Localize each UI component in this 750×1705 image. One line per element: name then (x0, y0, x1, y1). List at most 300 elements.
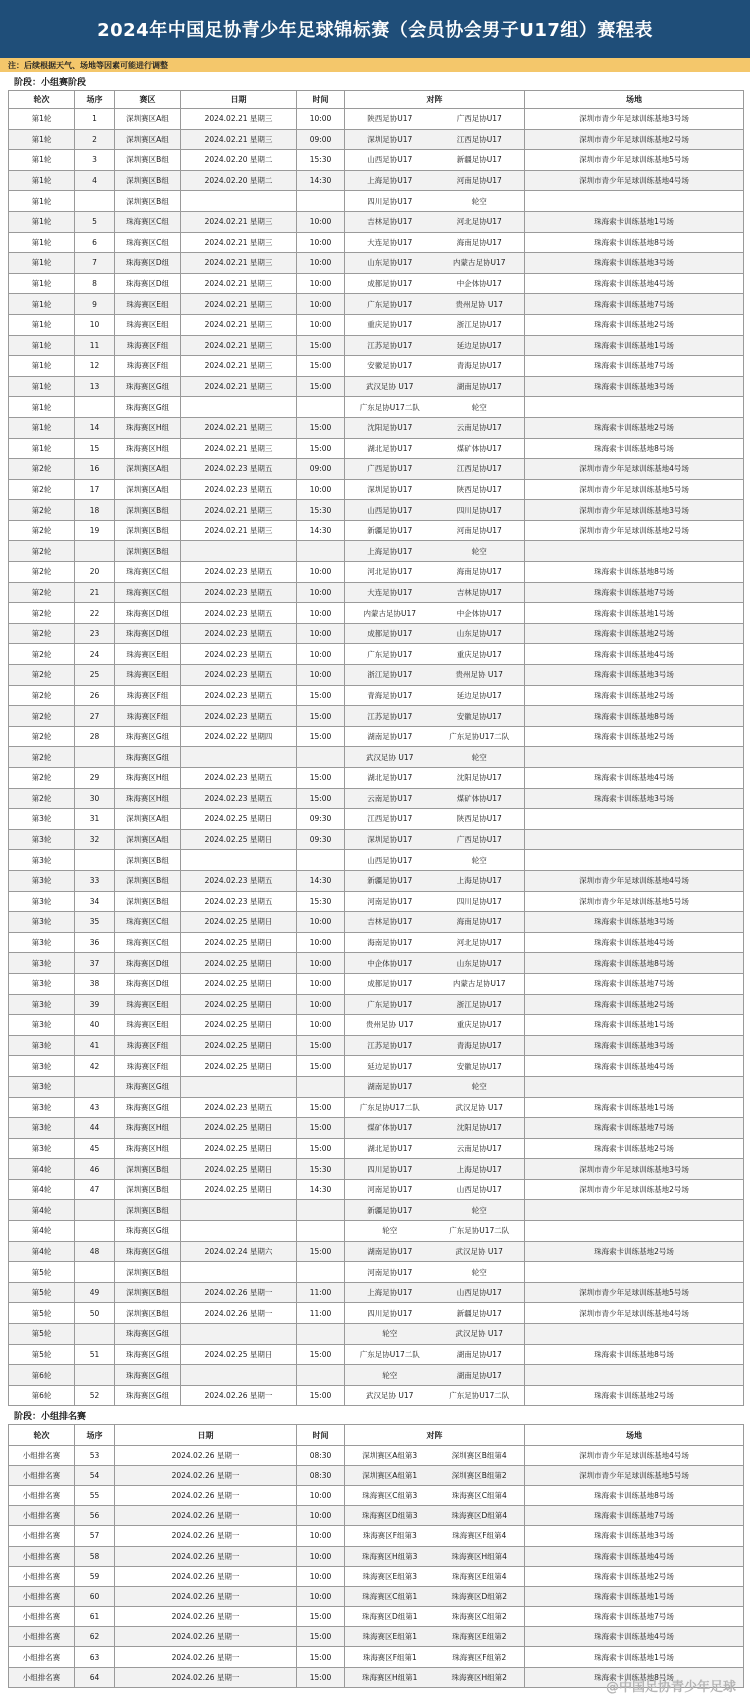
cell-date: 2024.02.21 星期三 (181, 273, 297, 294)
team-home: 江苏足协U17 (367, 711, 413, 721)
cell-time: 15:30 (297, 1159, 345, 1180)
team-home: 湖北足协U17 (367, 1143, 413, 1153)
cell-round: 第2轮 (9, 685, 75, 706)
cell-matchup (345, 1262, 525, 1283)
cell-time: 15:30 (297, 891, 345, 912)
cell-matchup (345, 1241, 525, 1262)
cell-venue: 珠海索卡训练基地4号场 (525, 768, 744, 789)
cell-match-no (75, 747, 115, 768)
cell-match-no: 3 (75, 150, 115, 171)
cell-date: 2024.02.20 星期二 (181, 170, 297, 191)
cell-time: 11:00 (297, 1282, 345, 1303)
table-row (9, 170, 744, 191)
team-home: 内蒙古足协U17 (363, 608, 417, 618)
table-row (9, 623, 744, 644)
cell-venue: 珠海索卡训练基地8号场 (525, 1344, 744, 1365)
cell-round: 第4轮 (9, 1159, 75, 1180)
cell-time (297, 747, 345, 768)
team-away: 轮空 (471, 546, 487, 556)
cell-matchup (345, 376, 525, 397)
cell-time: 10:00 (297, 232, 345, 253)
col-header-round: 轮次 (9, 91, 75, 109)
cell-matchup (345, 129, 525, 150)
cell-matchup (345, 912, 525, 933)
team-home: 珠海赛区H组第1 (362, 1672, 418, 1682)
cell-venue (525, 1200, 744, 1221)
cell-division: 珠海赛区G组 (115, 747, 181, 768)
cell-date (181, 1365, 297, 1386)
cell-venue: 珠海索卡训练基地8号场 (525, 1667, 744, 1687)
cell-time (297, 541, 345, 562)
cell-round: 第2轮 (9, 479, 75, 500)
table-row (9, 994, 744, 1015)
table-row (9, 1056, 744, 1077)
cell-round: 小组排名赛 (9, 1506, 75, 1526)
cell-venue: 珠海索卡训练基地2号场 (525, 1385, 744, 1406)
col-header-venue: 场地 (525, 1425, 744, 1445)
group-stage-body (9, 109, 744, 1406)
cell-division: 深圳赛区A组 (115, 109, 181, 130)
cell-match-no (75, 1262, 115, 1283)
cell-matchup (345, 562, 525, 583)
team-away: 广西足协U17 (456, 835, 502, 845)
table-row (9, 109, 744, 130)
cell-round: 小组排名赛 (9, 1667, 75, 1687)
cell-matchup (345, 1179, 525, 1200)
cell-match-no: 52 (75, 1385, 115, 1406)
cell-division: 珠海赛区H组 (115, 1138, 181, 1159)
cell-venue: 珠海索卡训练基地1号场 (525, 211, 744, 232)
team-home: 陕西足协U17 (367, 114, 413, 124)
cell-match-no: 10 (75, 314, 115, 335)
cell-time: 15:00 (297, 726, 345, 747)
cell-venue: 珠海索卡训练基地1号场 (525, 1647, 744, 1667)
table-row (9, 1607, 744, 1627)
cell-venue: 深圳市青少年足球训练基地2号场 (525, 1179, 744, 1200)
table-row (9, 1035, 744, 1056)
team-home: 吉林足协U17 (367, 217, 413, 227)
table-row (9, 1200, 744, 1221)
cell-matchup (345, 191, 525, 212)
cell-date: 2024.02.23 星期五 (181, 665, 297, 686)
team-home: 上海足协U17 (367, 1288, 413, 1298)
cell-round: 第2轮 (9, 562, 75, 583)
cell-date (181, 1262, 297, 1283)
team-away: 湖南足协U17 (456, 382, 502, 392)
team-home: 延边足协U17 (367, 1061, 413, 1071)
cell-venue: 珠海索卡训练基地2号场 (525, 994, 744, 1015)
cell-match-no: 61 (75, 1607, 115, 1627)
cell-date: 2024.02.26 星期一 (115, 1586, 297, 1606)
team-home: 四川足协U17 (367, 1164, 413, 1174)
team-away: 轮空 (471, 855, 487, 865)
table-row (9, 335, 744, 356)
team-home: 河南足协U17 (367, 1267, 413, 1277)
cell-match-no: 19 (75, 520, 115, 541)
cell-matchup (345, 520, 525, 541)
page-title: 2024年中国足协青少年足球锦标赛（会员协会男子U17组）赛程表 (0, 0, 750, 58)
table-row (9, 150, 744, 171)
team-home: 广东足协U17二队 (359, 402, 420, 412)
team-home: 煤矿体协U17 (367, 1123, 413, 1133)
team-home: 安徽足协U17 (367, 361, 413, 371)
cell-time: 10:00 (297, 1526, 345, 1546)
team-home: 湖南足协U17 (367, 732, 413, 742)
cell-matchup (345, 1607, 525, 1627)
cell-matchup (345, 294, 525, 315)
team-home: 四川足协U17 (367, 196, 413, 206)
cell-match-no: 62 (75, 1627, 115, 1647)
table-row (9, 356, 744, 377)
table-row (9, 500, 744, 521)
cell-match-no (75, 397, 115, 418)
cell-matchup (345, 541, 525, 562)
cell-match-no: 30 (75, 788, 115, 809)
cell-round: 小组排名赛 (9, 1546, 75, 1566)
cell-round: 小组排名赛 (9, 1465, 75, 1485)
cell-match-no: 27 (75, 706, 115, 727)
cell-round: 第2轮 (9, 500, 75, 521)
cell-time: 10:00 (297, 973, 345, 994)
stage-ranking-label: 阶段：小组排名赛 (14, 1411, 87, 1422)
cell-round: 第3轮 (9, 1118, 75, 1139)
cell-matchup (345, 1586, 525, 1606)
table-row (9, 1546, 744, 1566)
cell-match-no: 7 (75, 253, 115, 274)
cell-match-no: 4 (75, 170, 115, 191)
team-home: 深圳足协U17 (367, 484, 413, 494)
team-away: 武汉足协 U17 (455, 1102, 503, 1112)
team-away: 安徽足协U17 (456, 1061, 502, 1071)
cell-date: 2024.02.21 星期三 (181, 314, 297, 335)
cell-time (297, 1262, 345, 1283)
cell-venue: 珠海索卡训练基地7号场 (525, 1607, 744, 1627)
cell-match-no: 5 (75, 211, 115, 232)
cell-round: 第2轮 (9, 623, 75, 644)
cell-venue: 珠海索卡训练基地2号场 (525, 726, 744, 747)
cell-division: 珠海赛区E组 (115, 644, 181, 665)
cell-division: 深圳赛区A组 (115, 479, 181, 500)
table-row (9, 1647, 744, 1667)
cell-matchup (345, 809, 525, 830)
cell-venue: 深圳市青少年足球训练基地3号场 (525, 109, 744, 130)
cell-round: 第1轮 (9, 356, 75, 377)
cell-time (297, 1365, 345, 1386)
cell-division: 深圳赛区B组 (115, 1200, 181, 1221)
cell-round: 第3轮 (9, 912, 75, 933)
team-home: 珠海赛区C组第3 (362, 1491, 418, 1501)
team-away: 四川足协U17 (456, 896, 502, 906)
team-home: 轮空 (382, 1370, 398, 1380)
table-row (9, 1097, 744, 1118)
cell-venue: 珠海索卡训练基地3号场 (525, 376, 744, 397)
cell-match-no: 48 (75, 1241, 115, 1262)
cell-match-no: 43 (75, 1097, 115, 1118)
team-home: 上海足协U17 (367, 176, 413, 186)
cell-match-no (75, 541, 115, 562)
table-row (9, 1324, 744, 1345)
cell-round: 第4轮 (9, 1221, 75, 1242)
cell-venue: 深圳市青少年足球训练基地5号场 (525, 891, 744, 912)
cell-round: 第2轮 (9, 459, 75, 480)
cell-date: 2024.02.25 星期日 (181, 1056, 297, 1077)
cell-matchup (345, 232, 525, 253)
col-header-round: 轮次 (9, 1425, 75, 1445)
cell-date: 2024.02.26 星期一 (115, 1667, 297, 1687)
cell-venue (525, 541, 744, 562)
cell-division: 珠海赛区H组 (115, 438, 181, 459)
cell-date: 2024.02.25 星期日 (181, 1118, 297, 1139)
team-home: 四川足协U17 (367, 1308, 413, 1318)
cell-round: 第5轮 (9, 1262, 75, 1283)
cell-division: 珠海赛区G组 (115, 1097, 181, 1118)
team-away: 青海足协U17 (456, 1041, 502, 1051)
cell-match-no: 6 (75, 232, 115, 253)
cell-match-no: 32 (75, 829, 115, 850)
cell-time: 15:00 (297, 417, 345, 438)
cell-time: 09:00 (297, 459, 345, 480)
cell-venue: 珠海索卡训练基地3号场 (525, 912, 744, 933)
cell-date (181, 850, 297, 871)
cell-division: 珠海赛区E组 (115, 294, 181, 315)
team-away: 新疆足协U17 (456, 1308, 502, 1318)
cell-time: 10:00 (297, 253, 345, 274)
cell-match-no: 46 (75, 1159, 115, 1180)
table-row (9, 1445, 744, 1465)
cell-matchup (345, 1015, 525, 1036)
cell-round: 第3轮 (9, 850, 75, 871)
team-home: 上海足协U17 (367, 546, 413, 556)
cell-matchup (345, 1138, 525, 1159)
cell-time: 10:00 (297, 665, 345, 686)
cell-venue: 珠海索卡训练基地1号场 (525, 1015, 744, 1036)
cell-round: 第1轮 (9, 335, 75, 356)
cell-match-no: 2 (75, 129, 115, 150)
cell-time: 10:00 (297, 314, 345, 335)
team-home: 深圳足协U17 (367, 134, 413, 144)
team-away: 河南足协U17 (456, 526, 502, 536)
cell-matchup (345, 356, 525, 377)
cell-venue: 珠海索卡训练基地3号场 (525, 665, 744, 686)
col-header-match-no: 场序 (75, 1425, 115, 1445)
group-stage-header-row (9, 91, 744, 109)
cell-match-no: 54 (75, 1465, 115, 1485)
cell-match-no: 35 (75, 912, 115, 933)
cell-venue: 珠海索卡训练基地7号场 (525, 1506, 744, 1526)
cell-date: 2024.02.21 星期三 (181, 109, 297, 130)
cell-time: 15:00 (297, 376, 345, 397)
table-row (9, 1627, 744, 1647)
cell-venue: 珠海索卡训练基地7号场 (525, 356, 744, 377)
cell-matchup (345, 726, 525, 747)
table-row (9, 1282, 744, 1303)
cell-division: 深圳赛区B组 (115, 850, 181, 871)
cell-time: 15:00 (297, 768, 345, 789)
team-away: 轮空 (471, 1205, 487, 1215)
cell-matchup (345, 1647, 525, 1667)
cell-matchup (345, 891, 525, 912)
cell-match-no: 40 (75, 1015, 115, 1036)
cell-venue: 珠海索卡训练基地2号场 (525, 1138, 744, 1159)
cell-matchup (345, 953, 525, 974)
cell-division: 珠海赛区G组 (115, 1241, 181, 1262)
cell-time (297, 397, 345, 418)
cell-time: 10:00 (297, 603, 345, 624)
cell-venue: 珠海索卡训练基地1号场 (525, 1586, 744, 1606)
team-away: 珠海赛区E组第2 (451, 1632, 507, 1642)
cell-round: 小组排名赛 (9, 1607, 75, 1627)
cell-match-no: 42 (75, 1056, 115, 1077)
table-row (9, 1344, 744, 1365)
cell-division: 珠海赛区E组 (115, 994, 181, 1015)
cell-division: 珠海赛区D组 (115, 953, 181, 974)
table-row (9, 932, 744, 953)
cell-round: 第1轮 (9, 232, 75, 253)
cell-division: 珠海赛区G组 (115, 726, 181, 747)
table-row (9, 438, 744, 459)
cell-date: 2024.02.21 星期三 (181, 129, 297, 150)
cell-venue: 深圳市青少年足球训练基地5号场 (525, 479, 744, 500)
group-stage-table (8, 90, 744, 1406)
cell-division: 珠海赛区F组 (115, 685, 181, 706)
team-away: 轮空 (471, 1267, 487, 1277)
cell-matchup (345, 150, 525, 171)
team-away: 浙江足协U17 (456, 999, 502, 1009)
cell-match-no: 49 (75, 1282, 115, 1303)
cell-time: 10:00 (297, 294, 345, 315)
cell-round: 第3轮 (9, 1015, 75, 1036)
cell-date: 2024.02.23 星期五 (181, 1097, 297, 1118)
cell-match-no: 31 (75, 809, 115, 830)
cell-matchup (345, 644, 525, 665)
cell-division: 深圳赛区A组 (115, 829, 181, 850)
note-banner: 注：后续根据天气、场地等因素可能进行调整 (0, 58, 750, 72)
cell-time (297, 1221, 345, 1242)
team-home: 深圳足协U17 (367, 835, 413, 845)
cell-round: 第2轮 (9, 706, 75, 727)
table-row (9, 211, 744, 232)
cell-time: 10:00 (297, 582, 345, 603)
cell-round: 第2轮 (9, 520, 75, 541)
team-away: 广东足协U17二队 (449, 1226, 510, 1236)
team-away: 珠海赛区F组第2 (452, 1652, 507, 1662)
cell-time: 10:00 (297, 211, 345, 232)
team-home: 山西足协U17 (367, 855, 413, 865)
cell-matchup (345, 1035, 525, 1056)
table-row (9, 294, 744, 315)
cell-match-no: 28 (75, 726, 115, 747)
cell-venue (525, 1076, 744, 1097)
cell-round: 第2轮 (9, 665, 75, 686)
cell-matchup (345, 479, 525, 500)
cell-division: 珠海赛区G组 (115, 1385, 181, 1406)
cell-date: 2024.02.25 星期日 (181, 809, 297, 830)
cell-venue: 珠海索卡训练基地2号场 (525, 314, 744, 335)
cell-match-no: 8 (75, 273, 115, 294)
cell-match-no: 13 (75, 376, 115, 397)
cell-matchup (345, 1344, 525, 1365)
cell-venue: 珠海索卡训练基地1号场 (525, 603, 744, 624)
team-home: 珠海赛区D组第1 (361, 1612, 418, 1622)
table-row (9, 850, 744, 871)
cell-match-no: 50 (75, 1303, 115, 1324)
cell-venue: 珠海索卡训练基地8号场 (525, 438, 744, 459)
cell-round: 第3轮 (9, 1138, 75, 1159)
cell-time: 15:00 (297, 1627, 345, 1647)
cell-matchup (345, 850, 525, 871)
table-row (9, 459, 744, 480)
cell-round: 第2轮 (9, 541, 75, 562)
cell-round: 第3轮 (9, 932, 75, 953)
table-row (9, 726, 744, 747)
cell-match-no: 57 (75, 1526, 115, 1546)
cell-round: 第4轮 (9, 1241, 75, 1262)
cell-round: 第2轮 (9, 582, 75, 603)
cell-venue: 珠海索卡训练基地3号场 (525, 253, 744, 274)
cell-division: 珠海赛区D组 (115, 603, 181, 624)
team-home: 珠海赛区D组第3 (361, 1511, 418, 1521)
team-away: 海南足协U17 (456, 917, 502, 927)
table-row (9, 870, 744, 891)
cell-time: 15:00 (297, 1056, 345, 1077)
cell-date: 2024.02.21 星期三 (181, 520, 297, 541)
team-home: 珠海赛区H组第3 (362, 1551, 418, 1561)
cell-date: 2024.02.26 星期一 (115, 1526, 297, 1546)
cell-match-no (75, 850, 115, 871)
cell-date: 2024.02.25 星期日 (181, 912, 297, 933)
cell-round: 第4轮 (9, 1179, 75, 1200)
cell-time: 15:30 (297, 150, 345, 171)
cell-venue (525, 747, 744, 768)
team-away: 珠海赛区C组第4 (451, 1491, 507, 1501)
cell-time: 15:00 (297, 356, 345, 377)
cell-date (181, 191, 297, 212)
cell-date: 2024.02.26 星期一 (181, 1385, 297, 1406)
team-home: 新疆足协U17 (367, 876, 413, 886)
col-header-date: 日期 (181, 91, 297, 109)
cell-division: 深圳赛区B组 (115, 520, 181, 541)
cell-matchup (345, 1200, 525, 1221)
cell-division: 珠海赛区F组 (115, 1056, 181, 1077)
cell-round: 第2轮 (9, 788, 75, 809)
cell-round: 第1轮 (9, 438, 75, 459)
team-home: 海南足协U17 (367, 938, 413, 948)
table-row (9, 603, 744, 624)
cell-matchup (345, 1627, 525, 1647)
cell-match-no: 63 (75, 1647, 115, 1667)
cell-round: 第1轮 (9, 129, 75, 150)
cell-matchup (345, 768, 525, 789)
cell-time: 09:00 (297, 129, 345, 150)
cell-round: 小组排名赛 (9, 1566, 75, 1586)
cell-venue: 深圳市青少年足球训练基地4号场 (525, 459, 744, 480)
team-home: 广东足协U17 (367, 999, 413, 1009)
cell-date: 2024.02.22 星期四 (181, 726, 297, 747)
col-header-time: 时间 (297, 91, 345, 109)
cell-time (297, 1200, 345, 1221)
cell-match-no: 1 (75, 109, 115, 130)
cell-matchup (345, 1303, 525, 1324)
cell-division: 珠海赛区F组 (115, 706, 181, 727)
cell-venue (525, 1324, 744, 1345)
cell-division: 珠海赛区C组 (115, 932, 181, 953)
cell-round: 小组排名赛 (9, 1485, 75, 1505)
team-away: 吉林足协U17 (456, 587, 502, 597)
cell-matchup (345, 1365, 525, 1386)
team-away: 重庆足协U17 (456, 649, 502, 659)
cell-venue: 珠海索卡训练基地3号场 (525, 1035, 744, 1056)
cell-round: 第1轮 (9, 314, 75, 335)
